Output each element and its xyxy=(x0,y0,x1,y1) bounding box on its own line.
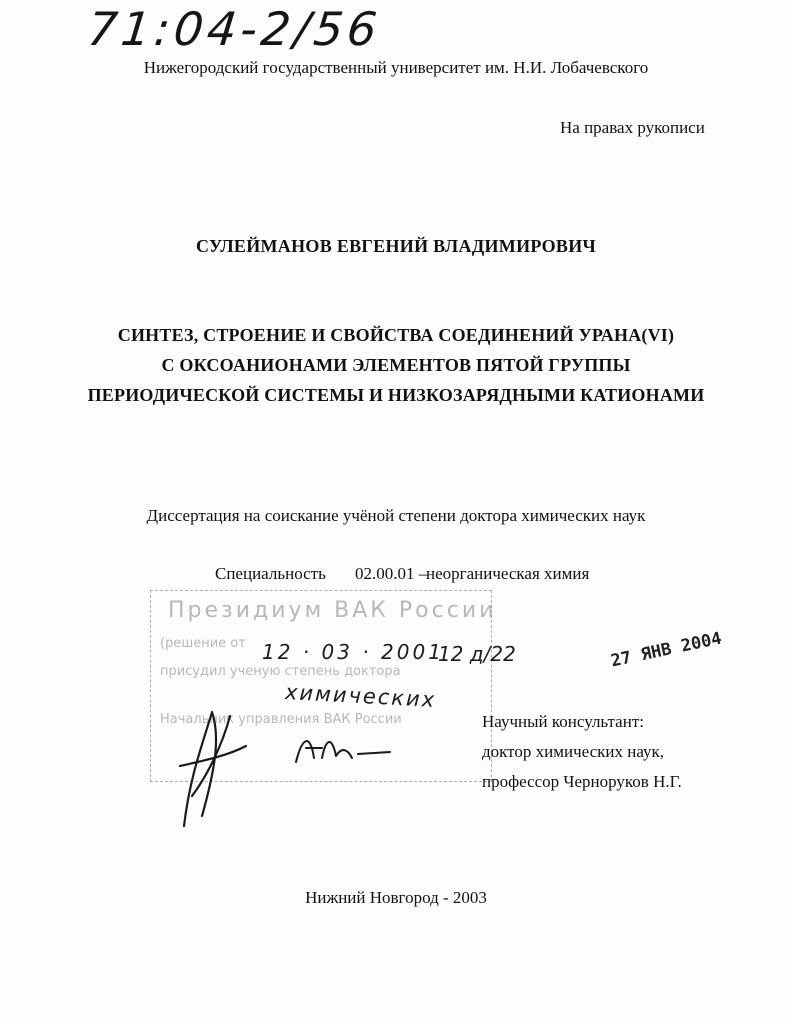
stamp-line-3: присудил ученую степень доктора xyxy=(160,664,401,679)
title-line-2: С ОКСОАНИОНАМИ ЭЛЕМЕНТОВ ПЯТОЙ ГРУППЫ xyxy=(161,355,631,375)
signature-right xyxy=(292,728,392,768)
consultant-name: профессор Черноруков Н.Г. xyxy=(482,772,682,791)
specialty-label: Специальность xyxy=(215,564,326,583)
city-year: Нижний Новгород - 2003 xyxy=(305,888,487,907)
rights-notice: На правах рукописи xyxy=(560,118,705,137)
stamp-line-4: Начальник управления ВАК России xyxy=(160,712,402,727)
stamp-line-2: (решение от xyxy=(160,636,246,651)
stamp-line-1: Президиум ВАК России xyxy=(168,598,497,623)
author-name: СУЛЕЙМАНОВ ЕВГЕНИЙ ВЛАДИМИРОВИЧ xyxy=(196,236,596,256)
manuscript-code: 71:04-2/56 xyxy=(85,2,384,56)
handwritten-decision-date: 12 · 03 · 2001 xyxy=(262,640,444,664)
handwritten-science-field: химических xyxy=(284,680,437,712)
consultant-degree: доктор химических наук, xyxy=(482,742,665,761)
specialty-name: неорганическая химия xyxy=(426,564,590,583)
consultant-heading: Научный консультант: xyxy=(482,712,644,731)
specialty-code: 02.00.01 – xyxy=(355,564,428,583)
title-line-1: СИНТЕЗ, СТРОЕНИЕ И СВОЙСТВА СОЕДИНЕНИЙ УРАНА(VI) xyxy=(117,325,675,345)
dissertation-statement: Диссертация на соискание учёной степени доктора химических наук xyxy=(146,506,646,525)
receipt-date-stamp: 27 ЯНВ 2004 xyxy=(609,628,724,672)
title-line-3: ПЕРИОДИЧЕСКОЙ СИСТЕМЫ И НИЗКОЗАРЯДНЫМИ КАТИОНАМИ xyxy=(87,385,705,405)
signature-left xyxy=(172,706,252,836)
handwritten-decision-number: 12 д/22 xyxy=(438,642,516,666)
university-name: Нижегородский государственный университет им. Н.И. Лобачевского xyxy=(143,58,649,77)
